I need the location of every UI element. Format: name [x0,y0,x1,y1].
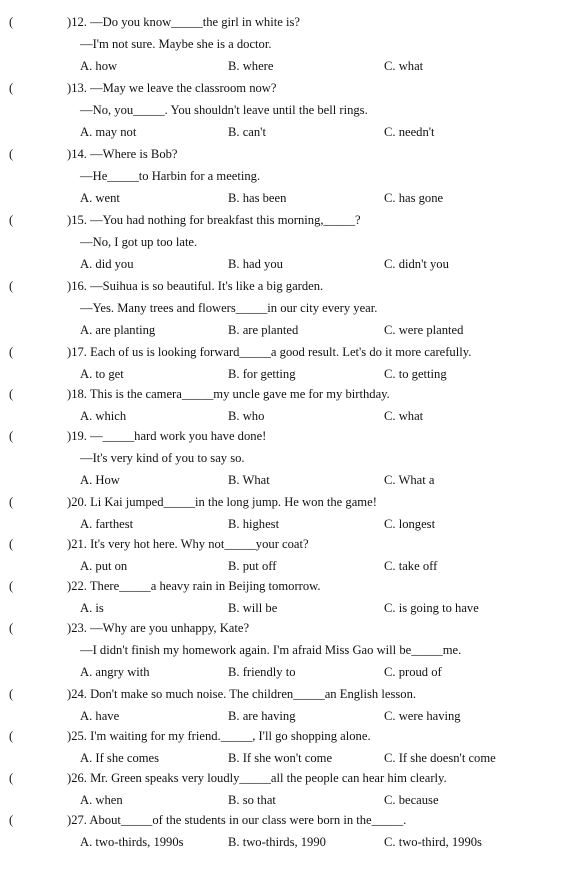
answer-blank-paren: ( [9,81,14,95]
option-c: C. is going to have [384,601,479,615]
answer-blank-paren: ( [9,213,14,227]
answer-blank-paren: ( [9,687,14,701]
option-a: A. angry with [80,665,150,679]
option-b: B. can't [228,125,266,139]
question-stem-line [0,78,567,98]
question-stem-line [0,492,567,512]
question-stem: )14. —Where is Bob? [67,147,178,161]
options-row [0,122,567,142]
question-stem-line [0,618,567,638]
option-a: A. how [80,59,118,73]
option-b: B. highest [228,517,280,531]
answer-blank-paren: ( [9,147,14,161]
answer-blank-paren: ( [9,495,14,509]
option-c: C. longest [384,517,436,531]
question-stem: )18. This is the camera_____my uncle gave me for my birthday. [67,387,390,401]
option-c: C. didn't you [384,257,449,271]
question-followup: —No, I got up too late. [80,235,198,249]
question-stem: )26. Mr. Green speaks very loudly_____all the people can hear him clearly. [67,771,447,785]
answer-blank-paren: ( [9,345,14,359]
option-c: C. what [384,59,424,73]
question-stem: )15. —You had nothing for breakfast this morning,_____? [67,213,361,227]
option-a: A. two-thirds, 1990s [80,835,184,849]
question-stem-line [0,576,567,596]
option-b: B. are planted [228,323,299,337]
question-stem: )20. Li Kai jumped_____in the long jump. He won the game! [67,495,377,509]
option-b: B. had you [228,257,283,271]
option-a: A. put on [80,559,128,573]
question-stem-line [0,12,567,32]
question-followup: —He_____to Harbin for a meeting. [80,169,261,183]
question-stem: )25. I'm waiting for my friend._____, I'll go shopping alone. [67,729,371,743]
question-followup-line [0,100,567,120]
question-stem: )16. —Suihua is so beautiful. It's like a big garden. [67,279,324,293]
answer-blank-paren: ( [9,387,14,401]
question-stem-line [0,384,567,404]
options-row [0,748,567,768]
question-stem: )22. There_____a heavy rain in Beijing tomorrow. [67,579,321,593]
option-b: B. who [228,409,265,423]
question-followup-line [0,166,567,186]
question-followup: —It's very kind of you to say so. [80,451,245,465]
question-stem-line [0,768,567,788]
answer-blank-paren: ( [9,579,14,593]
question-stem-line [0,342,567,362]
question-stem-line [0,144,567,164]
options-row [0,514,567,534]
option-b: B. so that [228,793,276,807]
option-a: A. If she comes [80,751,160,765]
question-followup: —No, you_____. You shouldn't leave until the bell rings. [80,103,368,117]
options-row [0,706,567,726]
answer-blank-paren: ( [9,279,14,293]
option-a: A. have [80,709,120,723]
question-followup-line [0,448,567,468]
answer-blank-paren: ( [9,729,14,743]
question-stem-line [0,276,567,296]
option-b: B. has been [228,191,287,205]
question-followup-line [0,232,567,252]
question-stem: )21. It's very hot here. Why not_____your coat? [67,537,309,551]
answer-blank-paren: ( [9,15,14,29]
question-followup: —Yes. Many trees and flowers_____in our city every year. [80,301,378,315]
question-stem: )23. —Why are you unhappy, Kate? [67,621,250,635]
question-stem-line [0,534,567,554]
question-stem-line [0,684,567,704]
option-a: A. to get [80,367,124,381]
option-b: B. put off [228,559,277,573]
question-followup-line [0,298,567,318]
question-stem: )13. —May we leave the classroom now? [67,81,277,95]
question-stem-line [0,810,567,830]
question-followup-line [0,640,567,660]
option-b: B. for getting [228,367,296,381]
option-b: B. What [228,473,270,487]
option-a: A. may not [80,125,137,139]
option-c: C. were having [384,709,461,723]
option-c: C. because [384,793,439,807]
option-c: C. were planted [384,323,464,337]
question-stem-line [0,726,567,746]
option-c: C. what [384,409,424,423]
options-row [0,364,567,384]
option-c: C. two-third, 1990s [384,835,482,849]
options-row [0,320,567,340]
options-row [0,254,567,274]
question-followup-line [0,34,567,54]
option-a: A. farthest [80,517,134,531]
answer-blank-paren: ( [9,621,14,635]
options-row [0,406,567,426]
option-b: B. If she won't come [228,751,333,765]
options-row [0,662,567,682]
option-c: C. proud of [384,665,442,679]
question-stem: )27. About_____of the students in our class were born in the_____. [67,813,407,827]
option-c: C. needn't [384,125,435,139]
option-a: A. did you [80,257,134,271]
option-b: B. two-thirds, 1990 [228,835,326,849]
option-a: A. is [80,601,104,615]
option-c: C. What a [384,473,435,487]
option-a: A. are planting [80,323,156,337]
option-a: A. How [80,473,120,487]
options-row [0,470,567,490]
option-c: C. has gone [384,191,444,205]
question-stem-line [0,210,567,230]
option-a: A. when [80,793,123,807]
option-a: A. which [80,409,127,423]
option-b: B. friendly to [228,665,296,679]
answer-blank-paren: ( [9,813,14,827]
options-row [0,556,567,576]
options-row [0,56,567,76]
option-c: C. If she doesn't come [384,751,496,765]
question-stem: )24. Don't make so much noise. The children_____an English lesson. [67,687,417,701]
option-a: A. went [80,191,120,205]
options-row [0,598,567,618]
options-row [0,832,567,852]
option-b: B. will be [228,601,278,615]
question-followup: —I'm not sure. Maybe she is a doctor. [80,37,272,51]
options-row [0,188,567,208]
option-c: C. to getting [384,367,447,381]
answer-blank-paren: ( [9,429,14,443]
option-b: B. are having [228,709,296,723]
answer-blank-paren: ( [9,537,14,551]
question-stem: )17. Each of us is looking forward_____a good result. Let's do it more carefully. [67,345,472,359]
question-followup: —I didn't finish my homework again. I'm afraid Miss Gao will be_____me. [80,643,462,657]
answer-blank-paren: ( [9,771,14,785]
options-row [0,790,567,810]
question-stem-line [0,426,567,446]
option-c: C. take off [384,559,438,573]
question-stem: )19. —_____hard work you have done! [67,429,267,443]
option-b: B. where [228,59,274,73]
question-stem: )12. —Do you know_____the girl in white is? [67,15,300,29]
